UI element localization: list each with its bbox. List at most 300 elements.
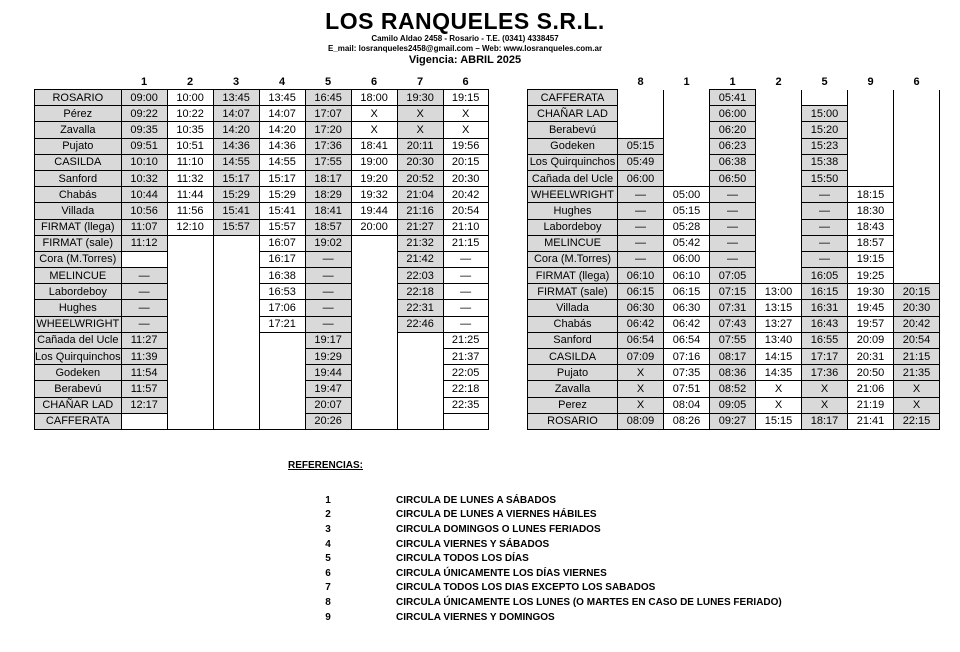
time-cell: 07:55	[710, 332, 756, 348]
time-cell: X	[618, 381, 664, 397]
time-cell	[756, 170, 802, 186]
timetable-row	[528, 332, 940, 348]
time-cell	[848, 106, 894, 122]
time-cell: 11:56	[167, 203, 213, 219]
station-name: Pujato	[528, 365, 618, 381]
time-cell: 19:57	[848, 316, 894, 332]
time-cell: 16:38	[259, 268, 305, 284]
column-header: 1	[683, 75, 690, 88]
time-cell: 15:17	[213, 170, 259, 186]
time-cell: —	[802, 187, 848, 203]
time-cell	[756, 268, 802, 284]
time-cell	[664, 138, 710, 154]
time-cell: 14:20	[259, 122, 305, 138]
time-cell	[167, 300, 213, 316]
time-cell: 21:15	[894, 349, 940, 365]
station-name: Pérez	[35, 106, 122, 122]
column-header: 5	[325, 75, 332, 88]
reference-number: 8	[325, 596, 331, 608]
time-cell	[618, 90, 664, 106]
column-header: 4	[279, 75, 286, 88]
time-cell: 17:20	[305, 122, 351, 138]
time-cell: 15:41	[259, 203, 305, 219]
time-cell: 21:27	[397, 219, 443, 235]
references-title: REFERENCIAS:	[288, 460, 364, 471]
station-name: Cora (M.Torres)	[35, 251, 122, 267]
time-cell	[259, 332, 305, 348]
timetable-row	[528, 170, 940, 186]
time-cell: 17:21	[259, 316, 305, 332]
timetable-row	[35, 349, 489, 365]
timetable-row	[35, 268, 489, 284]
references-section	[288, 460, 782, 624]
time-cell	[894, 203, 940, 219]
time-cell: 12:10	[167, 219, 213, 235]
time-cell: —	[802, 203, 848, 219]
time-cell	[259, 397, 305, 413]
time-cell: 20:09	[848, 332, 894, 348]
time-cell: —	[618, 219, 664, 235]
reference-item	[288, 581, 782, 596]
time-cell: 17:36	[802, 365, 848, 381]
time-cell: 19:15	[443, 90, 488, 106]
reference-text: CIRCULA TODOS LOS DÍAS	[396, 553, 529, 565]
station-name: ROSARIO	[528, 413, 618, 429]
time-cell: 14:36	[213, 138, 259, 154]
time-cell	[848, 122, 894, 138]
time-cell	[351, 268, 397, 284]
time-cell: 20:54	[443, 203, 488, 219]
time-cell: 18:29	[305, 187, 351, 203]
time-cell	[351, 251, 397, 267]
time-cell: 21:16	[397, 203, 443, 219]
station-name: Hughes	[528, 203, 618, 219]
time-cell: 06:30	[618, 300, 664, 316]
time-cell: —	[618, 203, 664, 219]
time-cell: X	[802, 397, 848, 413]
station-name: Cañada del Ucle	[528, 170, 618, 186]
time-cell: 20:42	[894, 316, 940, 332]
time-cell: 19:20	[351, 170, 397, 186]
time-cell: X	[894, 381, 940, 397]
time-cell	[351, 381, 397, 397]
time-cell	[756, 90, 802, 106]
time-cell: 08:09	[618, 413, 664, 429]
timetable-row	[35, 138, 489, 154]
time-cell: 18:43	[848, 219, 894, 235]
time-cell	[756, 122, 802, 138]
reference-number: 7	[325, 582, 331, 594]
time-cell: 07:05	[710, 268, 756, 284]
timetable-row	[35, 300, 489, 316]
time-cell: 09:22	[121, 106, 167, 122]
time-cell: 06:30	[664, 300, 710, 316]
reference-text: CIRCULA VIERNES Y DOMINGOS	[396, 611, 555, 623]
timetable-row	[528, 138, 940, 154]
time-cell: 18:57	[305, 219, 351, 235]
time-cell	[351, 300, 397, 316]
time-cell	[259, 349, 305, 365]
time-cell: 10:35	[167, 122, 213, 138]
time-cell: X	[802, 381, 848, 397]
time-cell: 20:31	[848, 349, 894, 365]
reference-number: 4	[325, 538, 331, 550]
time-cell: 19:44	[305, 365, 351, 381]
column-header	[35, 74, 122, 90]
station-name: Godeken	[35, 365, 122, 381]
timetable-row	[35, 219, 489, 235]
time-cell: 16:31	[802, 300, 848, 316]
time-cell: 08:04	[664, 397, 710, 413]
timetable-row	[528, 122, 940, 138]
timetable-row	[528, 106, 940, 122]
time-cell	[894, 138, 940, 154]
time-cell: 10:56	[121, 203, 167, 219]
time-cell	[894, 268, 940, 284]
time-cell: —	[710, 219, 756, 235]
time-cell: 21:04	[397, 187, 443, 203]
time-cell: 06:42	[618, 316, 664, 332]
time-cell: X	[397, 122, 443, 138]
column-header: 9	[867, 75, 874, 88]
time-cell: 20:30	[894, 300, 940, 316]
time-cell	[664, 170, 710, 186]
timetable-row	[35, 251, 489, 267]
time-cell	[351, 397, 397, 413]
time-cell	[664, 122, 710, 138]
station-name: Hughes	[35, 300, 122, 316]
time-cell: —	[305, 251, 351, 267]
company-contact: E_mail: losranqueles2458@gmail.com – Web: www.losranqueles.com.ar	[327, 44, 603, 53]
timetable-row	[35, 170, 489, 186]
time-cell: 21:42	[397, 251, 443, 267]
reference-item	[288, 610, 782, 625]
reference-text: CIRCULA ÚNICAMENTE LOS LUNES (O MARTES EN CASO DE LUNES FERIADO)	[396, 596, 782, 608]
column-header: 1	[729, 75, 736, 88]
column-header: 1	[141, 75, 148, 88]
station-name: Sanford	[35, 170, 122, 186]
time-cell: 06:23	[710, 138, 756, 154]
time-cell	[848, 138, 894, 154]
time-cell	[894, 122, 940, 138]
time-cell: 20:30	[443, 170, 488, 186]
reference-text: CIRCULA ÚNICAMENTE LOS DÍAS VIERNES	[396, 567, 607, 579]
station-name: Perez	[528, 397, 618, 413]
time-cell	[167, 349, 213, 365]
time-cell: 19:29	[305, 349, 351, 365]
time-cell: 15:23	[802, 138, 848, 154]
time-cell	[167, 413, 213, 429]
time-cell	[167, 365, 213, 381]
time-cell: 16:15	[802, 284, 848, 300]
time-cell: 16:17	[259, 251, 305, 267]
timetable-row	[528, 381, 940, 397]
time-cell: —	[443, 316, 488, 332]
time-cell: 08:36	[710, 365, 756, 381]
time-cell: 05:15	[618, 138, 664, 154]
station-name: CASILDA	[35, 154, 122, 170]
time-cell: —	[443, 268, 488, 284]
time-cell: 10:51	[167, 138, 213, 154]
time-cell: 18:00	[351, 90, 397, 106]
time-cell	[894, 90, 940, 106]
time-cell: 18:41	[305, 203, 351, 219]
station-name: Villada	[35, 203, 122, 219]
timetable-row	[35, 106, 489, 122]
time-cell: —	[443, 251, 488, 267]
time-cell: 19:02	[305, 235, 351, 251]
station-name: Los Quirquinchos	[35, 349, 122, 365]
time-cell: 21:25	[443, 332, 488, 348]
time-cell: 05:42	[664, 235, 710, 251]
time-cell: X	[443, 122, 488, 138]
time-cell	[848, 154, 894, 170]
time-cell: X	[894, 397, 940, 413]
column-header: 6	[462, 75, 469, 88]
time-cell: 19:56	[443, 138, 488, 154]
time-cell	[351, 349, 397, 365]
time-cell	[756, 219, 802, 235]
time-cell: 16:55	[802, 332, 848, 348]
return-column-header-row	[528, 74, 940, 90]
timetable-row	[528, 203, 940, 219]
time-cell: 10:22	[167, 106, 213, 122]
time-cell	[351, 284, 397, 300]
timetable-row	[528, 284, 940, 300]
time-cell: 14:07	[259, 106, 305, 122]
time-cell	[213, 300, 259, 316]
time-cell	[351, 413, 397, 429]
reference-text: CIRCULA DE LUNES A VIERNES HÁBILES	[396, 509, 597, 521]
time-cell: —	[305, 316, 351, 332]
station-name: Labordeboy	[528, 219, 618, 235]
time-cell: 19:00	[351, 154, 397, 170]
time-cell	[664, 90, 710, 106]
time-cell: 06:10	[664, 268, 710, 284]
time-cell	[213, 397, 259, 413]
time-cell: 22:05	[443, 365, 488, 381]
reference-number: 2	[325, 509, 331, 521]
timetable-row	[528, 235, 940, 251]
time-cell: 07:16	[664, 349, 710, 365]
column-header	[528, 74, 618, 90]
time-cell	[894, 235, 940, 251]
time-cell	[894, 251, 940, 267]
station-name: FIRMAT (sale)	[528, 284, 618, 300]
time-cell	[213, 251, 259, 267]
time-cell: 17:06	[259, 300, 305, 316]
time-cell: 21:19	[848, 397, 894, 413]
time-cell: 20:30	[397, 154, 443, 170]
time-cell	[213, 381, 259, 397]
time-cell: 19:25	[848, 268, 894, 284]
time-cell: 11:12	[121, 235, 167, 251]
return-timetable	[527, 74, 940, 430]
time-cell: 11:07	[121, 219, 167, 235]
reference-item	[288, 522, 782, 537]
time-cell: 22:18	[443, 381, 488, 397]
time-cell: —	[710, 251, 756, 267]
time-cell: 13:40	[756, 332, 802, 348]
time-cell	[213, 268, 259, 284]
company-address: Camilo Aldao 2458 - Rosario - T.E. (0341) 4338457	[371, 34, 559, 43]
time-cell: 19:30	[848, 284, 894, 300]
time-cell: 22:46	[397, 316, 443, 332]
time-cell: 10:10	[121, 154, 167, 170]
time-cell: 07:09	[618, 349, 664, 365]
reference-number: 9	[325, 611, 331, 623]
time-cell	[351, 316, 397, 332]
time-cell: X	[351, 122, 397, 138]
time-cell: 21:35	[894, 365, 940, 381]
time-cell: —	[802, 219, 848, 235]
time-cell: —	[618, 187, 664, 203]
time-cell	[167, 397, 213, 413]
time-cell: 14:15	[756, 349, 802, 365]
time-cell	[397, 381, 443, 397]
column-header: 2	[187, 75, 194, 88]
time-cell: 20:50	[848, 365, 894, 381]
time-cell: 20:15	[443, 154, 488, 170]
station-name: WHEELWRIGHT	[528, 187, 618, 203]
time-cell: 20:42	[443, 187, 488, 203]
timetable-row	[528, 413, 940, 429]
time-cell: 15:15	[756, 413, 802, 429]
time-cell	[167, 284, 213, 300]
time-cell: 19:47	[305, 381, 351, 397]
time-cell: 17:07	[305, 106, 351, 122]
time-cell: 11:44	[167, 187, 213, 203]
time-cell: 17:17	[802, 349, 848, 365]
reference-item	[288, 493, 782, 508]
time-cell: 15:50	[802, 170, 848, 186]
time-cell: 18:15	[848, 187, 894, 203]
time-cell	[259, 381, 305, 397]
column-header: 3	[233, 75, 240, 88]
time-cell	[397, 365, 443, 381]
reference-number: 3	[325, 523, 331, 535]
timetable-row	[35, 332, 489, 348]
time-cell	[664, 154, 710, 170]
time-cell	[848, 90, 894, 106]
time-cell: 07:31	[710, 300, 756, 316]
time-cell: 20:15	[894, 284, 940, 300]
reference-number: 5	[325, 553, 331, 565]
time-cell	[213, 365, 259, 381]
time-cell	[756, 251, 802, 267]
time-cell: 06:10	[618, 268, 664, 284]
station-name: CAFFERATA	[35, 413, 122, 429]
time-cell: 15:57	[213, 219, 259, 235]
validity-date: Vigencia: ABRIL 2025	[408, 54, 522, 66]
time-cell: 20:00	[351, 219, 397, 235]
time-cell: 06:42	[664, 316, 710, 332]
reference-item	[288, 551, 782, 566]
time-cell: X	[756, 397, 802, 413]
time-cell: 22:15	[894, 413, 940, 429]
time-cell: 16:45	[305, 90, 351, 106]
time-cell	[756, 203, 802, 219]
outbound-timetable	[34, 74, 489, 430]
time-cell: 10:44	[121, 187, 167, 203]
time-cell: —	[802, 235, 848, 251]
time-cell: 14:55	[213, 154, 259, 170]
timetable-row	[35, 203, 489, 219]
time-cell: 16:05	[802, 268, 848, 284]
time-cell: —	[121, 284, 167, 300]
company-title: LOS RANQUELES S.R.L.	[325, 8, 605, 34]
station-name: Berabevú	[35, 381, 122, 397]
reference-item	[288, 595, 782, 610]
station-name: CHAÑAR LAD	[528, 106, 618, 122]
time-cell: 09:05	[710, 397, 756, 413]
reference-number: 1	[325, 494, 331, 506]
time-cell	[213, 284, 259, 300]
station-name: Cora (M.Torres)	[528, 251, 618, 267]
time-cell: 08:52	[710, 381, 756, 397]
time-cell: —	[802, 251, 848, 267]
timetable-row	[35, 316, 489, 332]
time-cell	[894, 170, 940, 186]
reference-number: 6	[325, 567, 331, 579]
station-name: Cañada del Ucle	[35, 332, 122, 348]
timetable-row	[528, 219, 940, 235]
station-name: Zavalla	[528, 381, 618, 397]
time-cell: 05:00	[664, 187, 710, 203]
time-cell	[802, 90, 848, 106]
time-cell	[259, 413, 305, 429]
time-cell: 17:55	[305, 154, 351, 170]
time-cell: 19:30	[397, 90, 443, 106]
reference-item	[288, 566, 782, 581]
station-name: CHAÑAR LAD	[35, 397, 122, 413]
station-name: FIRMAT (llega)	[35, 219, 122, 235]
timetable-row	[35, 284, 489, 300]
timetable-row	[528, 397, 940, 413]
time-cell	[213, 235, 259, 251]
time-cell: X	[351, 106, 397, 122]
time-cell: 18:57	[848, 235, 894, 251]
time-cell: 18:30	[848, 203, 894, 219]
time-cell	[213, 332, 259, 348]
outbound-column-header-row	[35, 74, 489, 90]
time-cell: —	[710, 235, 756, 251]
time-cell: 14:07	[213, 106, 259, 122]
time-cell: 13:15	[756, 300, 802, 316]
time-cell	[351, 235, 397, 251]
reference-text: CIRCULA DOMINGOS O LUNES FERIADOS	[396, 523, 601, 535]
time-cell: 13:45	[259, 90, 305, 106]
time-cell: 22:31	[397, 300, 443, 316]
time-cell: 13:00	[756, 284, 802, 300]
station-name: Chabás	[35, 187, 122, 203]
time-cell: 05:15	[664, 203, 710, 219]
timetable-row	[528, 300, 940, 316]
time-cell	[618, 122, 664, 138]
document-header	[0, 8, 960, 67]
time-cell: 18:41	[351, 138, 397, 154]
station-name: Los Quirquinchos	[528, 154, 618, 170]
time-cell: 13:45	[213, 90, 259, 106]
time-cell: 19:15	[848, 251, 894, 267]
time-cell: 07:43	[710, 316, 756, 332]
time-cell	[167, 268, 213, 284]
timetable-row	[35, 397, 489, 413]
timetable-row	[35, 154, 489, 170]
time-cell	[756, 154, 802, 170]
time-cell: 11:27	[121, 332, 167, 348]
timetable-row	[528, 365, 940, 381]
